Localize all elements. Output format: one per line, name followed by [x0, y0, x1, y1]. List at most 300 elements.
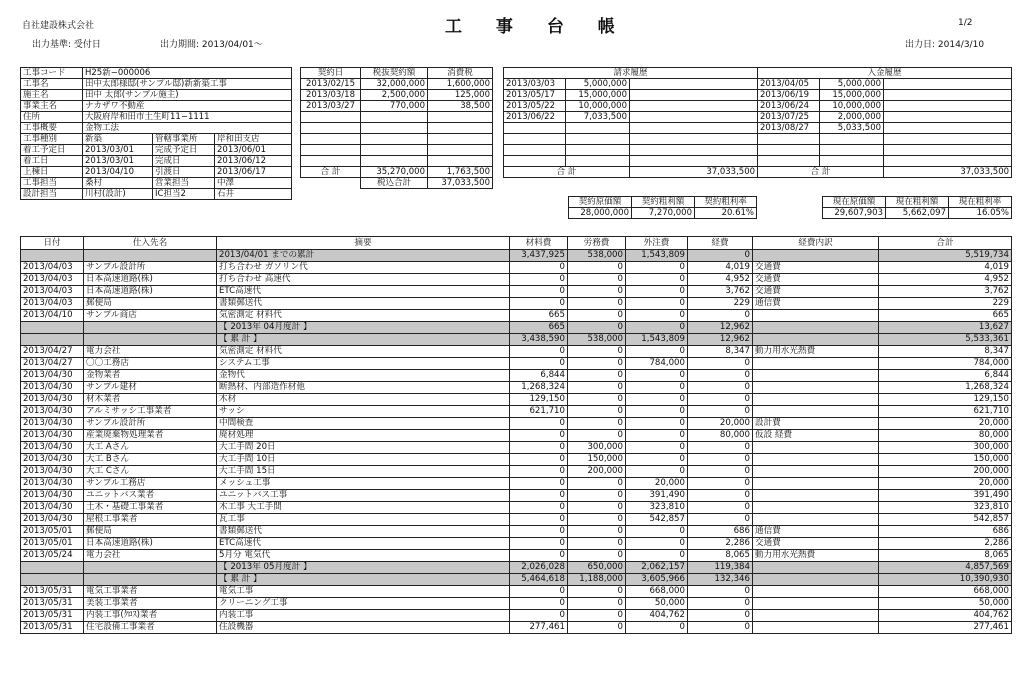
contract-row	[301, 101, 493, 112]
outsource-cost: 404,762	[626, 610, 688, 622]
entry-date: 2013/04/30	[21, 466, 84, 478]
labor-cost: 0	[568, 478, 626, 490]
contract-empty-cell	[301, 156, 361, 167]
outsource-cost: 0	[626, 622, 688, 634]
description: ETC高速代	[217, 286, 510, 298]
material-cost: 277,461	[510, 622, 568, 634]
material-cost: 0	[510, 286, 568, 298]
info-row	[21, 90, 292, 101]
ledger-row	[21, 298, 1012, 310]
description: メッシュ工事	[217, 478, 510, 490]
material-cost: 3,438,590	[510, 334, 568, 346]
outsource-cost: 323,810	[626, 502, 688, 514]
ledger-row	[21, 622, 1012, 634]
output-period: 出力期間: 2013/04/01〜	[160, 40, 263, 50]
entry-date	[21, 322, 84, 334]
row-total: 80,000	[879, 430, 1012, 442]
payment-blank-cell	[884, 101, 1012, 112]
entry-date: 2013/05/01	[21, 538, 84, 550]
billing-total-value: 37,033,500	[630, 167, 758, 178]
row-total: 4,857,569	[879, 562, 1012, 574]
description: 大工手間 20日	[217, 442, 510, 454]
outsource-cost: 0	[626, 550, 688, 562]
billing-date: 2013/05/22	[504, 101, 566, 112]
project-info-table	[20, 67, 292, 200]
material-cost: 0	[510, 598, 568, 610]
supplier-name	[84, 562, 217, 574]
ledger-row	[21, 478, 1012, 490]
entry-date	[21, 562, 84, 574]
labor-cost: 538,000	[568, 250, 626, 262]
labor-cost: 0	[568, 286, 626, 298]
entry-date: 2013/04/30	[21, 406, 84, 418]
row-total: 10,390,930	[879, 574, 1012, 586]
row-total: 277,461	[879, 622, 1012, 634]
outsource-cost: 0	[626, 382, 688, 394]
expense-detail: 交通費	[753, 538, 879, 550]
material-cost: 0	[510, 346, 568, 358]
expense-cost: 0	[688, 514, 753, 526]
expense-detail	[753, 622, 879, 634]
ledger-row	[21, 262, 1012, 274]
info-row	[21, 79, 292, 90]
expense-cost: 8,065	[688, 550, 753, 562]
billing-date: 2013/06/22	[504, 112, 566, 123]
material-cost: 0	[510, 430, 568, 442]
contract-row	[301, 156, 493, 167]
description: 書類郵送代	[217, 298, 510, 310]
description: 気密測定 材料代	[217, 310, 510, 322]
supplier-name: 住宅設備工事業者	[84, 622, 217, 634]
expense-detail	[753, 406, 879, 418]
contract-col-header: 消費税	[428, 68, 493, 79]
ledger-subtotal-row	[21, 250, 1012, 262]
info-label: 管轄事業所	[153, 134, 215, 145]
outsource-cost: 0	[626, 370, 688, 382]
material-cost: 0	[510, 586, 568, 598]
col-description-header: 摘要	[217, 237, 510, 250]
row-total: 4,952	[879, 274, 1012, 286]
ledger-subtotal-row	[21, 574, 1012, 586]
row-total: 129,150	[879, 394, 1012, 406]
labor-cost: 0	[568, 490, 626, 502]
row-total: 20,000	[879, 418, 1012, 430]
expense-cost: 4,952	[688, 274, 753, 286]
info-value: 金物工法	[83, 123, 292, 134]
entry-date: 2013/04/30	[21, 394, 84, 406]
ledger-row	[21, 550, 1012, 562]
entry-date: 2013/04/03	[21, 262, 84, 274]
description: クリーニング工事	[217, 598, 510, 610]
expense-cost: 80,000	[688, 430, 753, 442]
row-total: 5,533,361	[879, 334, 1012, 346]
contract-profit-header: 契約粗利額	[632, 197, 695, 208]
billing-blank-cell	[630, 134, 758, 145]
info-label: 住所	[21, 112, 83, 123]
contract-taxin-row	[301, 178, 493, 189]
entry-date: 2013/05/31	[21, 610, 84, 622]
row-total: 13,627	[879, 322, 1012, 334]
info-label: 施主名	[21, 90, 83, 101]
labor-cost: 0	[568, 526, 626, 538]
description: 金物代	[217, 370, 510, 382]
billing-empty-cell	[504, 123, 566, 134]
material-cost: 3,437,925	[510, 250, 568, 262]
outsource-cost: 0	[626, 286, 688, 298]
labor-cost: 538,000	[568, 334, 626, 346]
ledger-row	[21, 286, 1012, 298]
ledger-row	[21, 358, 1012, 370]
ledger-row	[21, 454, 1012, 466]
supplier-name: 産業廃棄物処理業者	[84, 430, 217, 442]
row-total: 8,065	[879, 550, 1012, 562]
description: 打ち合わせ ガソリン代	[217, 262, 510, 274]
expense-detail	[753, 310, 879, 322]
contract-profit-value: 7,270,000	[632, 208, 695, 219]
description: 【 累 計 】	[217, 334, 510, 346]
billing-blank-cell	[630, 112, 758, 123]
expense-cost: 132,346	[688, 574, 753, 586]
billing-amount: 5,000,000	[566, 79, 630, 90]
contract-empty-cell	[428, 145, 493, 156]
info-label: 工事名	[21, 79, 83, 90]
info-value: 川村(設計)	[83, 189, 153, 200]
material-cost: 6,844	[510, 370, 568, 382]
info-label: IC担当2	[153, 189, 215, 200]
description: 木工事 大工手間	[217, 502, 510, 514]
ledger-table	[20, 236, 1012, 634]
billing-blank-cell	[630, 145, 758, 156]
info-label: 完成予定日	[153, 145, 215, 156]
billing-amount: 7,033,500	[566, 112, 630, 123]
expense-cost: 0	[688, 394, 753, 406]
current-profit-header: 現在粗利額	[886, 197, 949, 208]
payment-amount: 5,000,000	[820, 79, 884, 90]
outsource-cost: 3,605,966	[626, 574, 688, 586]
payment-empty-cell	[758, 134, 820, 145]
expense-detail	[753, 466, 879, 478]
row-total: 4,019	[879, 262, 1012, 274]
info-value: 桑村	[83, 178, 153, 189]
entry-date: 2013/04/30	[21, 502, 84, 514]
billing-row	[504, 145, 1012, 156]
col-supplier-header: 仕入先名	[84, 237, 217, 250]
supplier-name: 郵便局	[84, 526, 217, 538]
entry-date: 2013/04/03	[21, 298, 84, 310]
billing-empty-cell	[566, 123, 630, 134]
labor-cost: 0	[568, 622, 626, 634]
info-value: 2013/06/01	[215, 145, 292, 156]
supplier-name: 郵便局	[84, 298, 217, 310]
supplier-name: 大工 Aさん	[84, 442, 217, 454]
contract-empty-cell	[428, 112, 493, 123]
description: 5月分 電気代	[217, 550, 510, 562]
expense-detail: 設計費	[753, 418, 879, 430]
entry-date: 2013/04/30	[21, 454, 84, 466]
description: 住設機器	[217, 622, 510, 634]
contract-table	[300, 67, 493, 189]
entry-date: 2013/04/30	[21, 418, 84, 430]
current-profit-value: 5,662,097	[886, 208, 949, 219]
page-number: 1/2	[958, 18, 973, 28]
material-cost: 5,464,618	[510, 574, 568, 586]
info-value: 中澤	[215, 178, 292, 189]
col-labor-header: 労務費	[568, 237, 626, 250]
company-name: 自社建設株式会社	[22, 21, 95, 31]
billing-header-row	[504, 68, 1012, 79]
billing-empty-cell	[504, 145, 566, 156]
ledger-row	[21, 370, 1012, 382]
payment-blank-cell	[884, 90, 1012, 101]
supplier-name: 金物業者	[84, 370, 217, 382]
entry-date: 2013/04/30	[21, 442, 84, 454]
expense-detail	[753, 586, 879, 598]
page-title: 工 事 台 帳	[445, 17, 629, 37]
contract-date: 2013/03/27	[301, 101, 361, 112]
output-basis: 出力基準: 受付日	[32, 40, 101, 50]
row-total: 3,762	[879, 286, 1012, 298]
info-label: 着工予定日	[21, 145, 83, 156]
contract-row	[301, 112, 493, 123]
expense-cost: 3,762	[688, 286, 753, 298]
col-material-header: 材料費	[510, 237, 568, 250]
info-label: 着工日	[21, 156, 83, 167]
material-cost: 0	[510, 478, 568, 490]
current-margin-header: 現在粗利率	[949, 197, 1012, 208]
outsource-cost: 784,000	[626, 358, 688, 370]
expense-detail: 交通費	[753, 262, 879, 274]
payment-date: 2013/06/19	[758, 90, 820, 101]
contract-amount: 32,000,000	[361, 79, 428, 90]
description: 【 累 計 】	[217, 574, 510, 586]
current-profit-summary	[822, 196, 1012, 219]
row-total: 6,844	[879, 370, 1012, 382]
contract-empty-cell	[361, 156, 428, 167]
row-total: 323,810	[879, 502, 1012, 514]
row-total: 150,000	[879, 454, 1012, 466]
outsource-cost: 542,857	[626, 514, 688, 526]
outsource-cost: 0	[626, 298, 688, 310]
info-row	[21, 134, 292, 145]
expense-cost: 8,347	[688, 346, 753, 358]
info-label: 工事コード	[21, 68, 83, 79]
outsource-cost: 2,062,157	[626, 562, 688, 574]
expense-detail	[753, 454, 879, 466]
description: ETC高速代	[217, 538, 510, 550]
row-total: 50,000	[879, 598, 1012, 610]
payment-blank-cell	[884, 156, 1012, 167]
info-value: H25新−000006	[83, 68, 292, 79]
row-total: 784,000	[879, 358, 1012, 370]
row-total: 1,268,324	[879, 382, 1012, 394]
contract-tax: 125,000	[428, 90, 493, 101]
labor-cost: 1,188,000	[568, 574, 626, 586]
expense-detail	[753, 502, 879, 514]
contract-amount: 2,500,000	[361, 90, 428, 101]
entry-date: 2013/05/24	[21, 550, 84, 562]
info-row	[21, 156, 292, 167]
contract-taxin-label: 税込合計	[361, 178, 428, 189]
supplier-name: 電気工事業者	[84, 586, 217, 598]
expense-detail	[753, 358, 879, 370]
entry-date: 2013/04/30	[21, 490, 84, 502]
material-cost: 0	[510, 538, 568, 550]
labor-cost: 0	[568, 550, 626, 562]
expense-detail	[753, 490, 879, 502]
expense-cost: 2,286	[688, 538, 753, 550]
ledger-row	[21, 538, 1012, 550]
contract-tax: 1,600,000	[428, 79, 493, 90]
info-value: 2013/06/12	[215, 156, 292, 167]
ledger-row	[21, 514, 1012, 526]
payment-date: 2013/06/24	[758, 101, 820, 112]
ledger-row	[21, 610, 1012, 622]
supplier-name: 日本高速道路(株)	[84, 286, 217, 298]
contract-row	[301, 79, 493, 90]
info-row	[21, 112, 292, 123]
row-total: 8,347	[879, 346, 1012, 358]
info-value: 2013/04/10	[83, 167, 153, 178]
col-date-header: 日付	[21, 237, 84, 250]
entry-date	[21, 334, 84, 346]
description: 2013/04/01 までの累計	[217, 250, 510, 262]
billing-history-header: 請求履歴	[504, 68, 758, 79]
info-value: 田中 太郎(サンプル施主)	[83, 90, 292, 101]
row-total: 686	[879, 526, 1012, 538]
contract-margin-header: 契約粗利率	[695, 197, 757, 208]
contract-empty-cell	[301, 123, 361, 134]
info-row	[21, 101, 292, 112]
material-cost: 0	[510, 442, 568, 454]
entry-date: 2013/04/27	[21, 346, 84, 358]
supplier-name: 電力会社	[84, 550, 217, 562]
expense-cost: 0	[688, 598, 753, 610]
expense-detail	[753, 322, 879, 334]
expense-detail	[753, 442, 879, 454]
description: 木材	[217, 394, 510, 406]
ledger-subtotal-row	[21, 322, 1012, 334]
contract-row	[301, 145, 493, 156]
supplier-name: サンプル商店	[84, 310, 217, 322]
entry-date: 2013/05/31	[21, 598, 84, 610]
payment-amount: 10,000,000	[820, 101, 884, 112]
supplier-name: 〇〇工務店	[84, 358, 217, 370]
outsource-cost: 391,490	[626, 490, 688, 502]
expense-cost: 0	[688, 490, 753, 502]
outsource-cost: 0	[626, 538, 688, 550]
expense-detail: 交通費	[753, 286, 879, 298]
material-cost: 0	[510, 358, 568, 370]
material-cost: 0	[510, 550, 568, 562]
ledger-row	[21, 310, 1012, 322]
description: 廃材処理	[217, 430, 510, 442]
payment-blank-cell	[884, 134, 1012, 145]
info-label: 工事担当	[21, 178, 83, 189]
contract-margin-value: 20.61%	[695, 208, 757, 219]
description: 気密測定 材料代	[217, 346, 510, 358]
row-total: 20,000	[879, 478, 1012, 490]
expense-detail	[753, 382, 879, 394]
material-cost: 0	[510, 454, 568, 466]
entry-date: 2013/04/03	[21, 274, 84, 286]
payment-blank-cell	[884, 145, 1012, 156]
supplier-name: サンプル建材	[84, 382, 217, 394]
contract-col-header: 税抜契約額	[361, 68, 428, 79]
labor-cost: 0	[568, 406, 626, 418]
expense-cost: 0	[688, 406, 753, 418]
material-cost: 0	[510, 262, 568, 274]
expense-cost: 0	[688, 358, 753, 370]
expense-cost: 12,962	[688, 322, 753, 334]
entry-date	[21, 250, 84, 262]
description: 大工手間 15日	[217, 466, 510, 478]
supplier-name: 土木・基礎工事業者	[84, 502, 217, 514]
description: 【 2013年 05月度計 】	[217, 562, 510, 574]
contract-empty-cell	[361, 145, 428, 156]
contract-empty-cell	[428, 134, 493, 145]
payment-blank-cell	[884, 79, 1012, 90]
material-cost: 0	[510, 418, 568, 430]
info-value: 新築	[83, 134, 153, 145]
output-date: 出力日: 2014/3/10	[905, 40, 985, 50]
billing-payment-table	[503, 67, 1012, 178]
contract-profit-summary	[568, 196, 757, 219]
billing-empty-cell	[566, 145, 630, 156]
expense-detail: 交通費	[753, 274, 879, 286]
info-value: 2013/03/01	[83, 145, 153, 156]
billing-date: 2013/05/17	[504, 90, 566, 101]
info-value: 大阪府岸和田市土生町11−1111	[83, 112, 292, 123]
current-margin-value: 16.05%	[949, 208, 1012, 219]
contract-date: 2013/03/18	[301, 90, 361, 101]
info-label: 完成日	[153, 156, 215, 167]
expense-cost: 20,000	[688, 418, 753, 430]
outsource-cost: 0	[626, 274, 688, 286]
row-total: 200,000	[879, 466, 1012, 478]
expense-cost: 0	[688, 478, 753, 490]
material-cost: 0	[510, 514, 568, 526]
billing-empty-cell	[566, 134, 630, 145]
row-total: 5,519,734	[879, 250, 1012, 262]
entry-date: 2013/05/31	[21, 586, 84, 598]
description: 書類郵送代	[217, 526, 510, 538]
ledger-row	[21, 598, 1012, 610]
supplier-name: 日本高速道路(株)	[84, 538, 217, 550]
contract-empty-cell	[361, 123, 428, 134]
material-cost: 0	[510, 502, 568, 514]
col-total-header: 合計	[879, 237, 1012, 250]
labor-cost: 0	[568, 298, 626, 310]
expense-cost: 0	[688, 622, 753, 634]
expense-detail	[753, 334, 879, 346]
labor-cost: 0	[568, 538, 626, 550]
supplier-name: 美装工事業者	[84, 598, 217, 610]
expense-detail: 動力用水光熱費	[753, 550, 879, 562]
supplier-name: 大工 Bさん	[84, 454, 217, 466]
labor-cost: 300,000	[568, 442, 626, 454]
labor-cost: 200,000	[568, 466, 626, 478]
payment-empty-cell	[758, 156, 820, 167]
col-expense-detail-header: 経費内訳	[753, 237, 879, 250]
outsource-cost: 0	[626, 310, 688, 322]
ledger-row	[21, 430, 1012, 442]
payment-blank-cell	[884, 123, 1012, 134]
entry-date: 2013/04/30	[21, 478, 84, 490]
material-cost: 2,026,028	[510, 562, 568, 574]
outsource-cost: 0	[626, 346, 688, 358]
expense-cost: 0	[688, 466, 753, 478]
billing-amount: 10,000,000	[566, 101, 630, 112]
